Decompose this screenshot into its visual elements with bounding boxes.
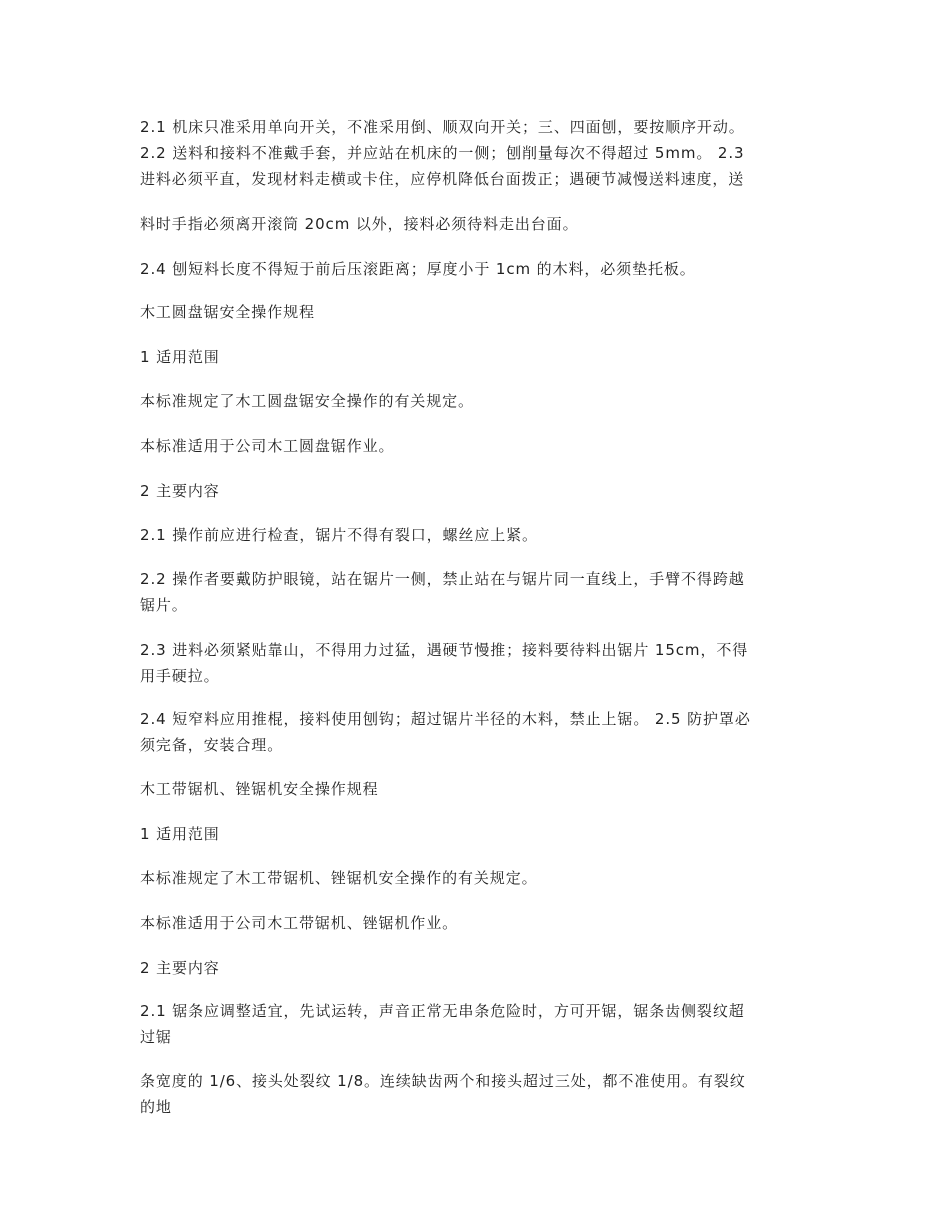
- text-line: 本标准规定了木工带锯机、锉锯机安全操作的有关规定。: [140, 869, 538, 887]
- text-line: 木工圆盘锯安全操作规程: [140, 303, 315, 321]
- text-line: 料时手指必须离开滚筒 20cm 以外，接料必须待料走出台面。: [140, 215, 579, 233]
- section-heading-scope: [140, 344, 805, 370]
- text-line: 2.4 刨短料长度不得短于前后压滚距离；厚度小于 1cm 的木料，必须垫托板。: [140, 260, 696, 278]
- text-line: 2.4 短窄料应用推棍，接料使用刨钩；超过锯片半径的木料，禁止上锯。 2.5 防护罩必: [140, 710, 751, 728]
- paragraph-scope-1: [140, 865, 805, 891]
- text-line: 条宽度的 1/6、接头处裂纹 1/8。连续缺齿两个和接头超过三处，都不准使用。有裂纹: [140, 1072, 746, 1090]
- text-line: 过锯: [140, 1028, 172, 1046]
- paragraph-saw-2-1: [140, 522, 805, 548]
- text-line: 锯片。: [140, 596, 188, 614]
- section-title-circular-saw: [140, 299, 805, 325]
- paragraph-planer-rules: [140, 114, 805, 192]
- text-line: 2 主要内容: [140, 959, 220, 977]
- paragraph-scope-1: [140, 388, 805, 414]
- paragraph-scope-2: [140, 910, 805, 936]
- paragraph-band-2-1-cont: [140, 1068, 805, 1120]
- section-heading-main: [140, 478, 805, 504]
- text-line: 2.2 送料和接料不准戴手套，并应站在机床的一侧；刨削量每次不得超过 5mm。 2.3: [140, 144, 745, 162]
- paragraph-band-2-1: [140, 998, 805, 1050]
- text-line: 须完备，安装合理。: [140, 736, 284, 754]
- paragraph-planer-rules-cont: [140, 211, 805, 237]
- text-line: 2 主要内容: [140, 482, 220, 500]
- text-line: 进料必须平直，发现材料走横或卡住，应停机降低台面拨正；遇硬节减慢送料速度，送: [140, 170, 745, 188]
- text-line: 木工带锯机、锉锯机安全操作规程: [140, 780, 379, 798]
- paragraph-scope-2: [140, 433, 805, 459]
- text-line: 1 适用范围: [140, 825, 220, 843]
- text-line: 2.2 操作者要戴防护眼镜，站在锯片一侧，禁止站在与锯片同一直线上，手臂不得跨越: [140, 570, 745, 588]
- text-line: 2.1 机床只准采用单向开关，不准采用倒、顺双向开关；三、四面刨，要按顺序开动。: [140, 118, 745, 136]
- text-line: 2.3 进料必须紧贴靠山，不得用力过猛，遇硬节慢推；接料要待料出锯片 15cm，不得: [140, 641, 749, 659]
- section-heading-scope: [140, 821, 805, 847]
- section-title-band-saw: [140, 776, 805, 802]
- section-heading-main: [140, 955, 805, 981]
- text-line: 本标准适用于公司木工带锯机、锉锯机作业。: [140, 914, 459, 932]
- text-line: 用手硬拉。: [140, 667, 220, 685]
- text-line: 本标准适用于公司木工圆盘锯作业。: [140, 437, 395, 455]
- paragraph-saw-2-4: [140, 706, 805, 758]
- text-line: 2.1 锯条应调整适宜，先试运转，声音正常无串条危险时，方可开锯，锯条齿侧裂纹超: [140, 1002, 745, 1020]
- text-line: 的地: [140, 1098, 172, 1116]
- text-line: 2.1 操作前应进行检查，锯片不得有裂口，螺丝应上紧。: [140, 526, 538, 544]
- text-line: 1 适用范围: [140, 348, 220, 366]
- paragraph-saw-2-2: [140, 566, 805, 618]
- paragraph-saw-2-3: [140, 637, 805, 689]
- text-line: 本标准规定了木工圆盘锯安全操作的有关规定。: [140, 392, 474, 410]
- paragraph-planer-2-4: [140, 256, 805, 282]
